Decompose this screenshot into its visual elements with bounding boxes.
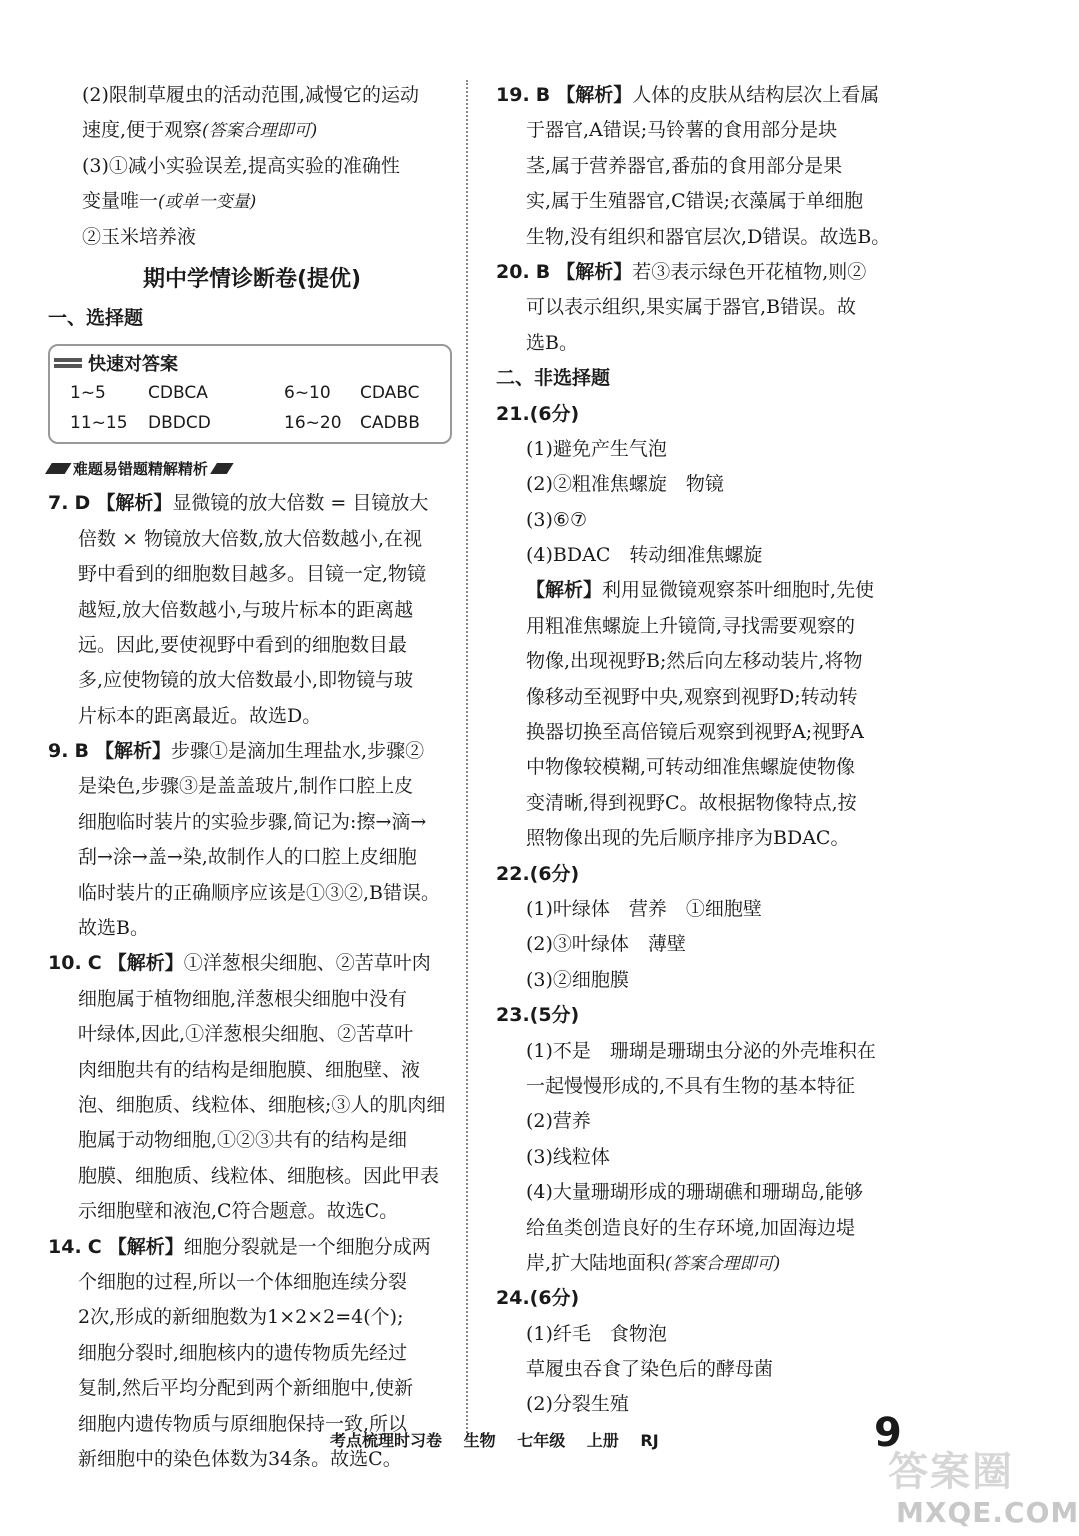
column-divider xyxy=(466,80,468,1440)
text-line: 用粗准焦螺旋上升镜筒,寻找需要观察的 xyxy=(526,614,856,637)
question-20 xyxy=(496,255,904,290)
text-line: 倍数 × 物镜放大倍数,放大倍数越小,在视 xyxy=(78,527,423,550)
text-line-part: 变量唯一 xyxy=(82,190,159,213)
analysis-tag: 【解析】 xyxy=(526,579,603,602)
text-line-part: 岸,扩大陆地面积 xyxy=(526,1251,666,1274)
text-line: 细胞属于植物细胞,洋葱根尖细胞中没有 xyxy=(78,987,408,1010)
text-line: (1)避免产生气泡 xyxy=(526,437,667,460)
page-footer xyxy=(330,1428,675,1451)
answer-note: (答案合理即可) xyxy=(665,1253,781,1274)
text-line xyxy=(496,1246,904,1281)
answer-range: 6~10 xyxy=(284,383,331,404)
section-heading: 一、选择题 xyxy=(48,306,144,329)
question-23-header: 23.(5分) xyxy=(496,1004,580,1027)
answer-keys: CDABC xyxy=(360,383,420,404)
text-line xyxy=(496,573,904,608)
answer-letter: C xyxy=(87,952,102,975)
answer-keys: CADBB xyxy=(360,413,420,434)
text-line: 细胞分裂时,细胞核内的遗传物质先经过 xyxy=(78,1341,408,1364)
text-line: 可以表示组织,果实属于器官,B错误。故 xyxy=(526,296,857,319)
text-line-part: 步骤①是滴加生理盐水,步骤② xyxy=(171,740,425,763)
watermark xyxy=(880,1440,1079,1534)
text-line-part: ①洋葱根尖细胞、②苦草叶肉 xyxy=(183,952,431,975)
footer-edition: RJ xyxy=(640,1431,659,1450)
text-line xyxy=(48,113,456,148)
text-line: (4)BDAC 转动细准焦螺旋 xyxy=(526,544,763,567)
text-line: 草履虫吞食了染色后的酵母菌 xyxy=(526,1358,774,1381)
text-line: 照物像出现的先后顺序排序为BDAC。 xyxy=(526,827,850,850)
text-line: 野中看到的细胞数目越多。目镜一定,物镜 xyxy=(78,563,427,586)
text-line: 肉细胞共有的结构是细胞膜、细胞壁、液 xyxy=(78,1058,421,1081)
text-line: 物像,出现视野B;然后向左移动装片,将物 xyxy=(526,650,863,673)
question-number: 20. xyxy=(496,260,530,283)
page-number: 9 xyxy=(874,1410,902,1456)
text-line: (2)分裂生殖 xyxy=(526,1393,629,1416)
text-line: 叶绿体,因此,①洋葱根尖细胞、②苦草叶 xyxy=(78,1023,414,1046)
text-line: 复制,然后平均分配到两个新细胞中,使新 xyxy=(78,1377,414,1400)
answer-row xyxy=(50,408,450,438)
left-column xyxy=(48,78,456,1477)
question-9 xyxy=(48,734,456,769)
text-line: (1)纤毛 食物泡 xyxy=(526,1322,667,1345)
text-line: 临时装片的正确顺序应该是①③②,B错误。 xyxy=(78,881,441,904)
question-number: 7. xyxy=(48,492,69,515)
footer-book-title: 考点梳理时习卷 xyxy=(330,1431,443,1450)
text-line: (4)大量珊瑚形成的珊瑚礁和珊瑚岛,能够 xyxy=(526,1181,863,1204)
text-line: (2)限制草履虫的活动范围,减慢它的运动 xyxy=(82,84,419,106)
text-line: 是染色,步骤③是盖盖玻片,制作口腔上皮 xyxy=(78,775,414,798)
hatch-decoration: ⁄⁄⁄⁄⁄⁄⁄⁄⁄⁄⁄ xyxy=(213,460,230,479)
quick-answer-header xyxy=(50,348,450,378)
text-line-part: 若③表示绿色开花植物,则② xyxy=(632,260,867,283)
question-number: 10. xyxy=(48,952,82,975)
question-10 xyxy=(48,946,456,981)
text-line: (3)②细胞膜 xyxy=(526,968,629,991)
analysis-tag: 【解析】 xyxy=(556,260,633,283)
question-21-header: 21.(6分) xyxy=(496,402,580,425)
answer-letter: B xyxy=(74,740,89,763)
question-number: 9. xyxy=(48,740,69,763)
text-line: 变清晰,得到视野C。故根据物像特点,按 xyxy=(526,791,857,814)
text-line: 选B。 xyxy=(526,331,578,354)
text-line-part: 细胞分裂就是一个细胞分成两 xyxy=(183,1235,431,1258)
subheading-text: 难题易错题精解精析 xyxy=(72,460,208,479)
answer-letter: C xyxy=(87,1235,102,1258)
text-line xyxy=(48,184,456,219)
hatch-decoration: ⁄⁄⁄⁄⁄⁄⁄⁄⁄⁄⁄⁄⁄ xyxy=(48,460,68,479)
answer-letter: B xyxy=(535,84,551,106)
text-line: 故选B。 xyxy=(78,917,149,940)
question-22-header: 22.(6分) xyxy=(496,862,580,885)
text-line: (3)线粒体 xyxy=(526,1145,610,1168)
quick-answer-box xyxy=(48,344,452,444)
text-line: (3)①减小实验误差,提高实验的准确性 xyxy=(82,154,400,177)
footer-subject: 生物 xyxy=(463,1431,496,1450)
section-title: 期中学情诊断卷(提优) xyxy=(142,266,362,292)
answer-keys: DBDCD xyxy=(148,413,211,434)
text-line-part: 速度,便于观察 xyxy=(82,119,203,142)
subheading xyxy=(48,452,456,486)
text-line: 新细胞中的染色体数为34条。故选C。 xyxy=(78,1447,402,1470)
text-line-part: 利用显微镜观察茶叶细胞时,先使 xyxy=(602,579,875,602)
analysis-tag: 【解析】 xyxy=(95,740,172,763)
text-line: 示细胞壁和液泡,C符合题意。故选C。 xyxy=(78,1200,399,1223)
answer-range: 1~5 xyxy=(70,383,106,404)
text-line: ②玉米培养液 xyxy=(82,225,197,248)
answer-keys: CDBCA xyxy=(148,383,208,404)
text-line: (2)②粗准焦螺旋 物镜 xyxy=(526,473,724,496)
text-line: (3)⑥⑦ xyxy=(526,508,587,531)
answer-range: 16~20 xyxy=(284,413,342,434)
analysis-tag: 【解析】 xyxy=(96,492,173,515)
text-line: 越短,放大倍数越小,与玻片标本的距离越 xyxy=(78,598,414,621)
answer-range: 11~15 xyxy=(70,413,128,434)
text-line: 一起慢慢形成的,不具有生物的基本特征 xyxy=(526,1074,856,1097)
text-line: 个细胞的过程,所以一个体细胞连续分裂 xyxy=(78,1270,408,1293)
text-line: (2)营养 xyxy=(526,1110,591,1133)
watermark-site: MXQE.COM xyxy=(896,1496,1079,1529)
text-line: 胞属于动物细胞,①②③共有的结构是细 xyxy=(78,1129,408,1152)
text-line: (2)③叶绿体 薄壁 xyxy=(526,933,686,956)
text-line: 中物像较模糊,可转动细准焦螺旋使物像 xyxy=(526,756,856,779)
text-line: 多,应使物镜的放大倍数最小,即物镜与玻 xyxy=(78,669,414,692)
text-line: 换器切换至高倍镜后观察到视野A;视野A xyxy=(526,721,864,744)
quick-answer-title: 快速对答案 xyxy=(88,354,178,376)
section-heading: 二、非选择题 xyxy=(496,367,611,390)
question-number: 14. xyxy=(48,1235,82,1258)
text-line-part: 人体的皮肤从结构层次上看属 xyxy=(632,84,880,106)
text-line: (1)不是 珊瑚是珊瑚虫分泌的外壳堆积在 xyxy=(526,1039,876,1062)
answer-letter: B xyxy=(535,260,551,283)
text-line: 生物,没有组织和器官层次,D错误。故选B。 xyxy=(526,225,891,248)
text-line: 茎,属于营养器官,番茄的食用部分是果 xyxy=(526,154,843,177)
answer-letter: D xyxy=(74,492,91,515)
text-line: 刮→涂→盖→染,故制作人的口腔上皮细胞 xyxy=(78,846,417,869)
question-19 xyxy=(496,78,904,113)
question-7 xyxy=(48,486,456,521)
text-line: 片标本的距离最近。故选D。 xyxy=(78,704,322,727)
text-line: 细胞临时装片的实验步骤,简记为:擦→滴→ xyxy=(78,810,427,833)
analysis-tag: 【解析】 xyxy=(107,952,184,975)
wave-icon xyxy=(54,358,82,362)
answer-note: (答案合理即可) xyxy=(202,121,318,142)
text-line: (1)叶绿体 营养 ①细胞壁 xyxy=(526,897,762,920)
answer-row xyxy=(50,378,450,408)
answer-note: (或单一变量) xyxy=(158,192,257,213)
text-line: 给鱼类创造良好的生存环境,加固海边堤 xyxy=(526,1216,856,1239)
question-number: 19. xyxy=(496,84,530,106)
analysis-tag: 【解析】 xyxy=(107,1235,184,1258)
question-14 xyxy=(48,1230,456,1265)
text-line: 2次,形成的新细胞数为1×2×2=4(个); xyxy=(78,1306,404,1329)
question-24-header: 24.(6分) xyxy=(496,1287,580,1310)
text-line: 像移动至视野中央,观察到视野D;转动转 xyxy=(526,685,858,708)
right-column xyxy=(496,78,904,1423)
text-line: 于器官,A错误;马铃薯的食用部分是块 xyxy=(526,119,838,142)
text-line: 泡、细胞质、线粒体、细胞核;③人的肌肉细 xyxy=(78,1093,446,1116)
text-line: 胞膜、细胞质、线粒体、细胞核。因此甲表 xyxy=(78,1164,440,1187)
footer-grade: 七年级 xyxy=(517,1431,566,1450)
analysis-tag: 【解析】 xyxy=(556,84,633,106)
text-line-part: 显微镜的放大倍数 = 目镜放大 xyxy=(172,492,429,515)
text-line: 实,属于生殖器官,C错误;衣藻属于单细胞 xyxy=(526,190,864,213)
text-line: 远。因此,要使视野中看到的细胞数目最 xyxy=(78,633,408,656)
watermark-logo: 答案圈 xyxy=(888,1449,1014,1495)
text-line: 细胞内遗传物质与原细胞保持一致,所以 xyxy=(78,1412,408,1435)
footer-volume: 上册 xyxy=(586,1431,619,1450)
